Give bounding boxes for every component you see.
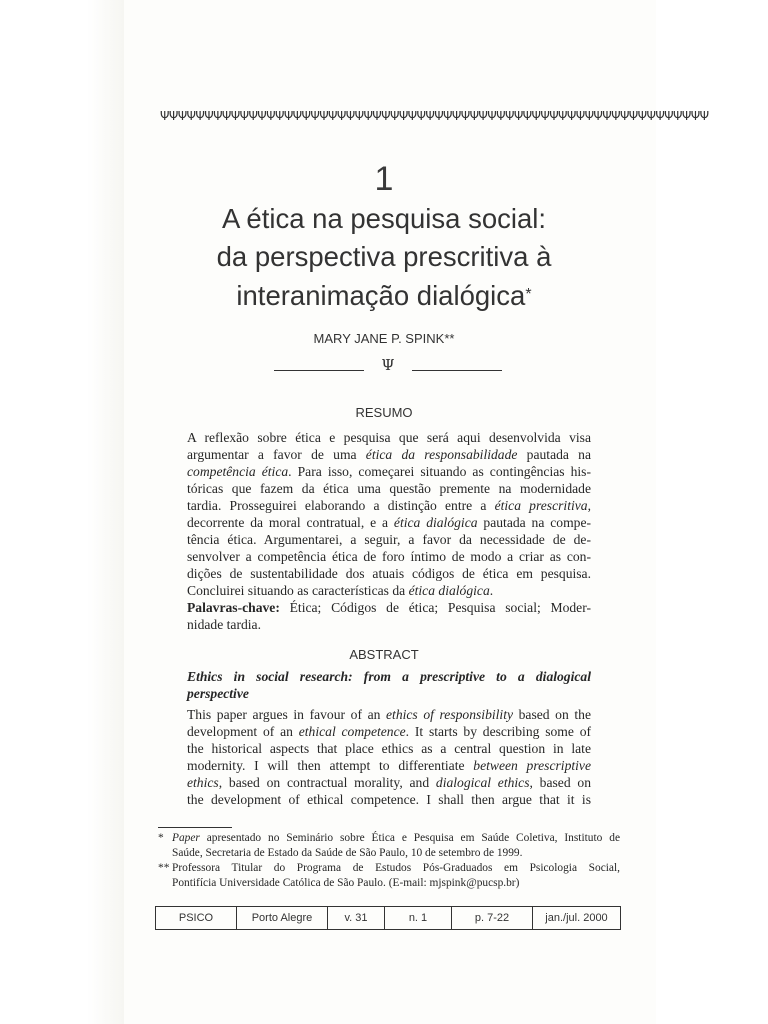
issue: n. 1 xyxy=(385,907,452,930)
abstract-heading: ABSTRACT xyxy=(349,647,419,662)
abstract-line: This paper argues in favour of an ethics of responsibility based on the xyxy=(187,707,591,722)
resumo-line: argumentar a favor de uma ética da responsabilidade pautada na xyxy=(187,447,591,462)
resumo-line: senvolver a competência ética de foro íntimo de modo a criar as con- xyxy=(187,549,591,564)
psi-ornament-border: ΨΨΨΨΨΨΨΨΨΨΨΨΨΨΨΨΨΨΨΨΨΨΨΨΨΨΨΨΨΨΨΨΨΨΨΨΨΨΨΨΨΨΨΨΨΨΨΨΨΨΨΨΨΨΨΨΨΨΨΨΨΨ xyxy=(160,109,709,123)
footnote-1: * Paper apresentado no Seminário sobre Ética e Pesquisa em Saúde Coletiva, Instituto de Saúde, Secretaria de Estado da Saúde de São Paulo, 10 de setembro de 1999. xyxy=(158,832,620,859)
resumo-line: tardia. Prosseguirei elaborando a distinção entre a ética prescritiva, xyxy=(187,498,591,513)
chapter-number: 1 xyxy=(374,160,394,198)
abstract-paragraph xyxy=(187,706,591,808)
footnote-2: ** Professora Titular do Programa de Estudos Pós-Graduados em Psicologia Social, Pontifícia Universidade Católica de São Paulo. (E-mail: mjspink@pucsp.br) xyxy=(158,862,620,889)
psi-symbol: Ψ xyxy=(381,356,395,374)
footnotes xyxy=(158,831,620,891)
title-footnote-mark: * xyxy=(525,286,532,303)
resumo-line: dições de sustentabilidade dos atuais códigos de ética em pesquisa. xyxy=(187,566,591,581)
footnote-mark: * xyxy=(158,832,164,844)
title-line-3: interanimação dialógica xyxy=(236,280,526,311)
resumo-paragraph xyxy=(187,429,591,633)
pages: p. 7-22 xyxy=(452,907,533,930)
keywords-line: nidade tardia. xyxy=(187,617,261,632)
title-line-1: A ética na pesquisa social: xyxy=(221,203,547,234)
divider-line-right xyxy=(412,370,502,371)
footnote-rule xyxy=(158,827,232,828)
resumo-line: decorrente da moral contratual, e a ética dialógica pautada na compe- xyxy=(187,515,591,530)
resumo-heading: RESUMO xyxy=(355,405,413,420)
volume: v. 31 xyxy=(328,907,385,930)
title-line-2: da perspectiva prescritiva à xyxy=(216,241,552,272)
author-name: MARY JANE P. SPINK** xyxy=(313,331,455,346)
abstract-line: ethics, based on contractual morality, and dialogical ethics, based on xyxy=(187,775,591,790)
keywords-line: Palavras-chave: Ética; Códigos de ética; Pesquisa social; Moder- xyxy=(187,600,591,615)
footnote-mark: ** xyxy=(158,862,170,874)
resumo-line: tência ética. Argumentarei, a seguir, a favor da necessidade de de- xyxy=(187,532,591,547)
abstract-line: the historical aspects that place ethics as a central question in late xyxy=(187,741,591,756)
abstract-line: modernity. I will then attempt to differentiate between prescriptive xyxy=(187,758,591,773)
journal-name: PSICO xyxy=(156,907,237,930)
psi-divider xyxy=(274,356,502,380)
resumo-line: A reflexão sobre ética e pesquisa que será aqui desenvolvida visa xyxy=(187,430,591,445)
article-title xyxy=(0,200,768,315)
date: jan./jul. 2000 xyxy=(533,907,621,930)
abstract-line: the development of ethical competence. I shall then argue that it is xyxy=(187,792,591,807)
resumo-line: tóricas que fazem da ética uma questão premente na modernidade xyxy=(187,481,591,496)
citation-table xyxy=(155,906,621,930)
journal-city: Porto Alegre xyxy=(237,907,328,930)
abstract-line: development of an ethical competence. It starts by describing some of xyxy=(187,724,592,739)
keywords-label: Palavras-chave: xyxy=(187,600,280,615)
abstract-title: Ethics in social research: from a prescriptive to a dialogical perspective xyxy=(187,669,591,701)
resumo-line: competência ética. Para isso, começarei situando as contingências his- xyxy=(187,464,591,479)
resumo-line: Concluirei situando as características da ética dialógica. xyxy=(187,583,494,598)
